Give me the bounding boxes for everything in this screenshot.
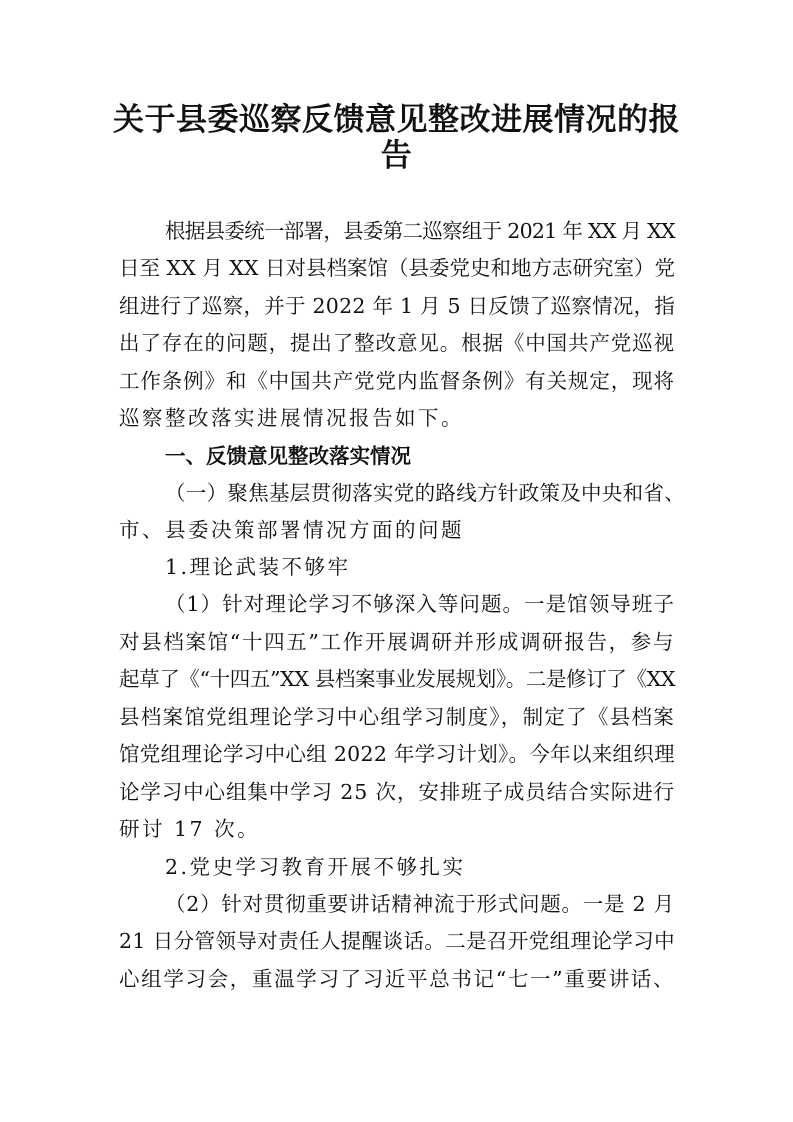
paragraph-line: 县档案馆党组理论学习中心组学习制度》，制定了《县档案 [119, 705, 676, 729]
paragraph-line: 起草了《“十四五”XX 县档案事业发展规划》。二是修订了《XX [119, 667, 676, 691]
paragraph-line: 研讨 17 次。 [119, 817, 261, 841]
paragraph-line: （1）针对理论学习不够深入等问题。一是馆领导班子 [165, 592, 675, 616]
paragraph-line: 出了存在的问题，提出了整改意见。根据《中国共产党巡视 [119, 331, 675, 355]
item-heading: 2.党史学习教育开展不够扎实 [165, 855, 466, 879]
paragraph-line: 巡察整改落实进展情况报告如下。 [119, 406, 464, 430]
paragraph-line: 日至 XX 月 XX 日对县档案馆（县委党史和地方志研究室）党 [119, 256, 675, 280]
paragraph-line: 心组学习会，重温学习了习近平总书记“七一”重要讲话、 [119, 967, 676, 991]
paragraph-line: 馆党组理论学习中心组 2022 年学习计划》。今年以来组织理 [119, 742, 675, 766]
subsection-heading: （一）聚焦基层贯彻落实党的路线方针政策及中央和省、 [165, 481, 685, 505]
paragraph-line: （2）针对贯彻重要讲话精神流于形式问题。一是 2 月 [165, 892, 675, 916]
paragraph-line: 工作条例》和《中国共产党党内监督条例》有关规定，现将 [119, 369, 675, 393]
document-title: 关于县委巡察反馈意见整改进展情况的报 [113, 102, 680, 138]
paragraph-line: 21 日分管领导对责任人提醒谈话。二是召开党组理论学习中 [119, 929, 676, 953]
item-heading: 1.理论武装不够牢 [165, 555, 351, 579]
paragraph-line: 根据县委统一部署，县委第二巡察组于 2021 年 XX 月 XX [165, 219, 675, 243]
paragraph-line: 对县档案馆“十四五”工作开展调研并形成调研报告，参与 [119, 630, 676, 654]
section-heading: 一、反馈意见整改落实情况 [165, 444, 411, 468]
paragraph-line: 论学习中心组集中学习 25 次，安排班子成员结合实际进行 [119, 780, 676, 804]
paragraph-line: 组进行了巡察，并于 2022 年 1 月 5 日反馈了巡察情况，指 [119, 294, 676, 318]
document-title-continued: 告 [380, 138, 413, 174]
subsection-heading-continued: 市、县委决策部署情况方面的问题 [119, 518, 464, 542]
